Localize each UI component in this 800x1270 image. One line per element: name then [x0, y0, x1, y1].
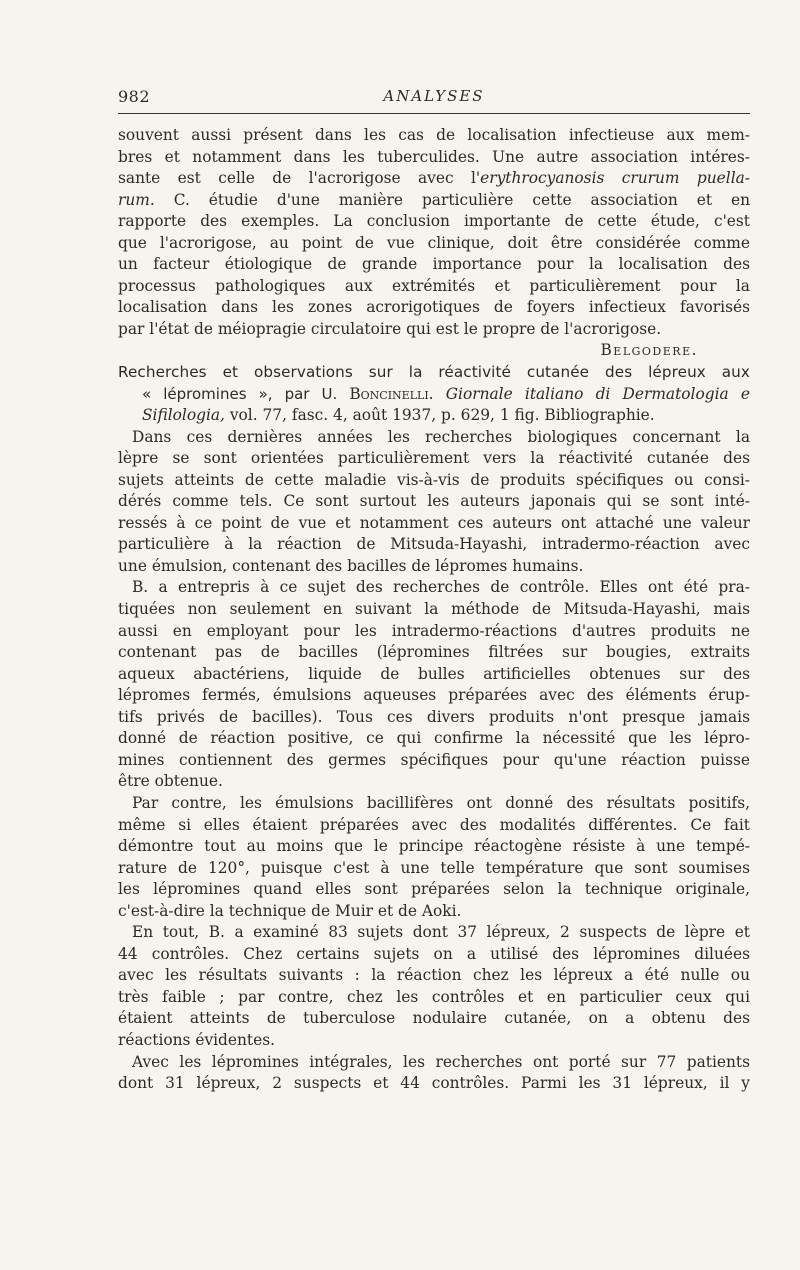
latin-term: erythrocyanosis crurum puella- — [480, 169, 750, 188]
article-citation — [118, 384, 750, 427]
text-line: aqueux abactériens, liquide de bulles artificielles obtenues sur des — [118, 664, 750, 683]
text-line: rapporte des exemples. La conclusion importante de cette étude, c'est — [118, 212, 750, 231]
text-line: étaient atteints de tuberculose nodulaire cutanée, on a obtenu des — [118, 1009, 750, 1028]
text-line: sujets atteints de cette maladie vis-à-vis de produits spécifiques ou consi- — [118, 470, 750, 489]
page-body — [118, 125, 750, 1095]
text-line: lépromes fermés, émulsions aqueuses préparées avec des éléments érup- — [118, 686, 750, 705]
text-line: mines contiennent des germes spécifiques pour qu'une réaction puisse — [118, 750, 750, 769]
text-line: Dans ces dernières années les recherches biologiques concernant la — [132, 427, 750, 446]
text-line: localisation dans les zones acrorigotiques de foyers infectieux favorisés — [118, 298, 750, 317]
header-rule — [118, 113, 750, 114]
text-line: souvent aussi présent dans les cas de localisation infectieuse aux mem- — [118, 126, 750, 144]
text-line: tiquées non seulement en suivant la méthode de Mitsuda-Hayashi, mais — [118, 600, 750, 619]
article-title: Recherches et observations sur la réactivité cutanée des lépreux aux — [118, 363, 750, 382]
text-line: En tout, B. a examiné 83 sujets dont 37 lépreux, 2 suspects de lèpre et — [132, 923, 750, 942]
text-line: Avec les lépromines intégrales, les recherches ont porté sur 77 patients — [132, 1052, 750, 1071]
text-line: 44 contrôles. Chez certains sujets on a utilisé des lépromines diluées — [118, 944, 750, 963]
article-review — [118, 362, 750, 1095]
page-number: 982 — [118, 87, 151, 106]
citation-line: « lépromines », par U. Boncinelli. Giornale italiano di Dermatologia e — [142, 384, 750, 403]
journal-name: Giornale italiano di Dermatologia e — [433, 384, 750, 403]
text-line: réactions évidentes. — [118, 1030, 276, 1049]
text-line: très faible ; par contre, chez les contrôles et en particulier ceux qui — [118, 987, 750, 1006]
text-line: dont 31 lépreux, 2 suspects et 44 contrôles. Parmi les 31 lépreux, il y — [118, 1074, 750, 1093]
text-line: dérés comme tels. Ce sont surtout les auteurs japonais qui se sont inté- — [118, 492, 750, 511]
text-line: lèpre se sont orientées particulièrement vers la réactivité cutanée des — [118, 449, 750, 468]
running-title: ANALYSES — [383, 87, 485, 105]
text-line: être obtenue. — [118, 772, 223, 791]
text-line: un facteur étiologique de grande importance pour la localisation des — [118, 255, 750, 274]
reviewer-signature: Belgodere. — [600, 341, 698, 360]
text-line: Par contre, les émulsions bacillifères ont donné des résultats positifs, — [132, 793, 750, 812]
article-author: Boncinelli. — [349, 384, 434, 403]
citation-line: Sifilologia, vol. 77, fasc. 4, août 1937, p. 629, 1 fig. Bibliographie. — [142, 406, 655, 425]
review-paragraph — [118, 1052, 750, 1095]
review-paragraph — [118, 577, 750, 792]
text-line: c'est-à-dire la technique de Muir et de Aoki. — [118, 901, 462, 920]
text-line: que l'acrorigose, au point de vue clinique, doit être considérée comme — [118, 233, 750, 252]
text-line: par l'état de méiopragie circulatoire qui est le propre de l'acrorigose. — [118, 319, 662, 338]
text-line: les lépromines quand elles sont préparées selon la technique originale, — [118, 880, 750, 899]
text-line: rature de 120°, puisque c'est à une telle température que sont soumises — [118, 858, 750, 877]
text-line: bres et notamment dans les tuberculides. Une autre association intéres- — [118, 147, 750, 166]
text-line: contenant pas de bacilles (lépromines filtrées sur bougies, extraits — [118, 643, 750, 662]
text-line: avec les résultats suivants : la réaction chez les lépreux a été nulle ou — [118, 966, 750, 985]
text-line: ressés à ce point de vue et notamment ces auteurs ont attaché une valeur — [118, 513, 750, 532]
text-line: aussi en employant pour les intradermo-réactions d'autres produits ne — [118, 621, 750, 640]
text-line: donné de réaction positive, ce qui confirme la nécessité que les lépro- — [118, 729, 750, 748]
text-line: tifs privés de bacilles). Tous ces divers produits n'ont presque jamais — [118, 707, 750, 726]
text-line: une émulsion, contenant des bacilles de lépromes humains. — [118, 556, 584, 575]
text-line: rum. C. étudie d'une manière particulière cette association et en — [118, 190, 750, 209]
continued-review — [118, 125, 750, 362]
review-paragraph — [118, 793, 750, 922]
text-line: sante est celle de l'acrorigose avec l'erythrocyanosis crurum puella- — [118, 169, 750, 188]
text-line: processus pathologiques aux extrémités et particulièrement pour la — [118, 276, 750, 295]
text-line: particulière à la réaction de Mitsuda-Hayashi, intradermo-réaction avec — [118, 535, 750, 554]
text-line: démontre tout au moins que le principe réactogène résiste à une tempé- — [118, 837, 750, 856]
text-line: B. a entrepris à ce sujet des recherches de contrôle. Elles ont été pra- — [132, 578, 750, 597]
page-header — [118, 87, 750, 109]
review-paragraph — [118, 922, 750, 1051]
text-line: même si elles étaient préparées avec des modalités différentes. Ce fait — [118, 815, 750, 834]
review-paragraph — [118, 427, 750, 578]
